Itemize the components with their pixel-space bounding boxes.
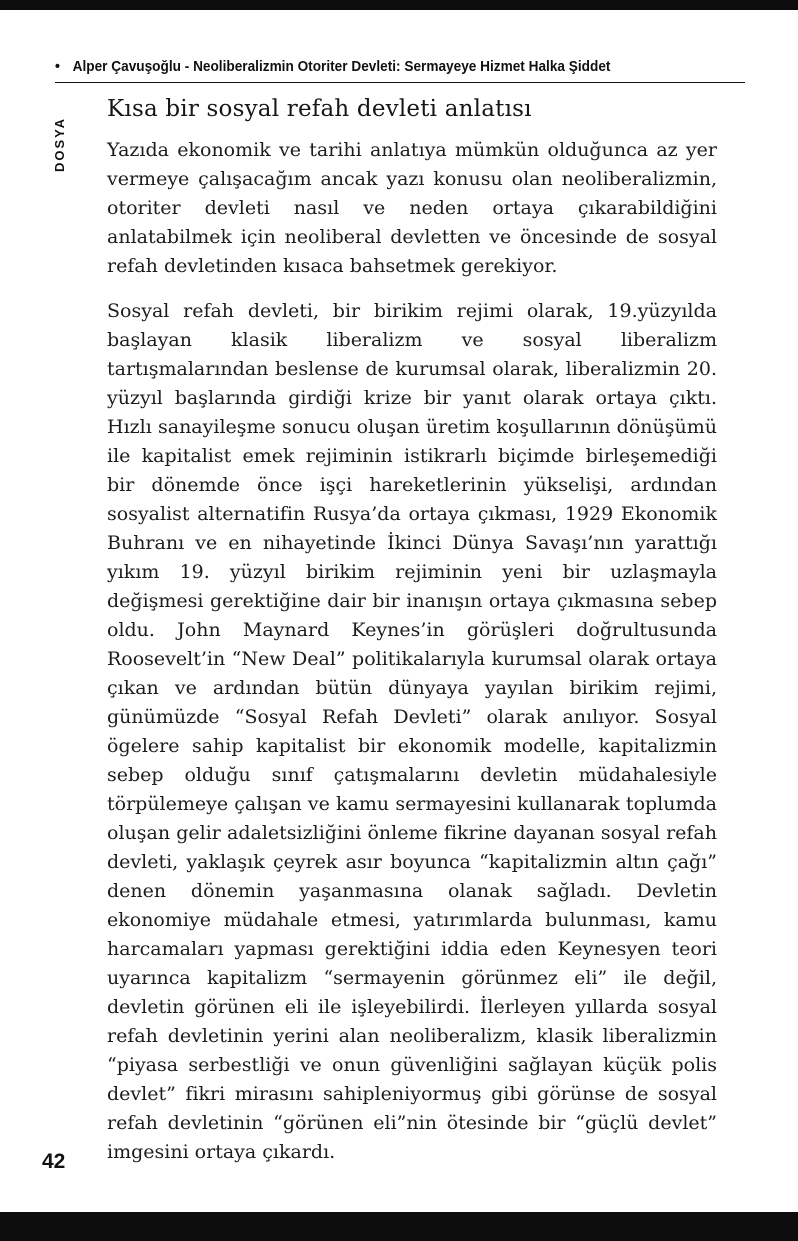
header-bullet-icon: • — [55, 58, 60, 75]
running-header — [55, 58, 745, 83]
bottom-edge-bar — [0, 1212, 798, 1241]
running-header-text — [55, 58, 610, 75]
article-paragraph-2: Sosyal refah devleti, bir birikim rejimi olarak, 19.yüzyılda başlayan klasik liberalizm ve sosyal liberalizm tartışmalarından beslense de kurumsal olarak, liberalizmin 20. yüzyıl başlarında girdiği krize bir yanıt olarak ortaya çıktı. Hızlı sanayileşme sonucu oluşan üretim koşullarının dönüşümü ile kapitalist emek rejiminin istikrarlı biçimde birleşemediği bir dönemde önce işçi hareketlerinin yükselişi, ardından sosyalist alternatifin Rusya’da ortaya çıkması, 1929 Ekonomik Buhranı ve en nihayetinde İkinci Dünya Savaşı’nın yarattığı yıkım 19. yüzyıl birikim rejiminin yeni bir uzlaşmayla değişmesi gerektiğine dair bir inanışın ortaya çıkmasına sebep oldu. John Maynard Keynes’in görüşleri doğrultusunda Roosevelt’in “New Deal” politikalarıyla kurumsal olarak ortaya çıkan ve ardından bütün dünyaya yayılan birikim rejimi, günümüzde “Sosyal Refah Devleti” olarak anılıyor. Sosyal ögelere sahip kapitalist bir ekonomik modelle, kapitalizmin sebep olduğu sınıf çatışmalarını devletin müdahalesiyle törpülemeye çalışan ve kamu sermayesini kullanarak toplumda oluşan gelir adaletsizliğini önleme fikrine dayanan sosyal refah devleti, yaklaşık çeyrek asır boyunca “kapitalizmin altın çağı” denen dönemin yaşanmasına olanak sağladı. Devletin ekonomiye müdahale etmesi, yatırımlarda bulunması, kamu harcamaları yapması gerektiğini iddia eden Keynesyen teori uyarınca kapitalizm “sermayenin görünmez eli” ile değil, devletin görünen eli ile işleyebilirdi. İlerleyen yıllarda sosyal refah devletinin yerini alan neoliberalizm, klasik liberalizmin “piyasa serbestliği ve onun güvenliğini sağlayan küçük polis devlet” fikri mirasını sahipleniyormuş gibi görünse de sosyal refah devletinin “görünen eli”nin ötesinde bir “güçlü devlet” imgesini ortaya çıkardı. — [107, 300, 717, 1163]
header-title: Neoliberalizmin Otoriter Devleti: Sermayeye Hizmet Halka Şiddet — [193, 59, 611, 75]
page-number: 42 — [42, 1150, 66, 1173]
top-edge-bar — [0, 0, 798, 10]
header-author: Alper Çavuşoğlu - — [72, 59, 190, 75]
article-body — [107, 96, 717, 1183]
section-label-dosya: DOSYA — [52, 116, 67, 172]
article-paragraph-1: Yazıda ekonomik ve tarihi anlatıya mümkün olduğunca az yer vermeye çalışacağım ancak yazı konusu olan neoliberalizmin, otoriter devleti nasıl ve neden ortaya çıkarabildiğini anlatabilmek için neoliberal devletten ve öncesinde de sosyal refah devletinden kısaca bahsetmek gerekiyor. — [107, 139, 717, 277]
article-heading: Kısa bir sosyal refah devleti anlatısı — [107, 96, 532, 122]
